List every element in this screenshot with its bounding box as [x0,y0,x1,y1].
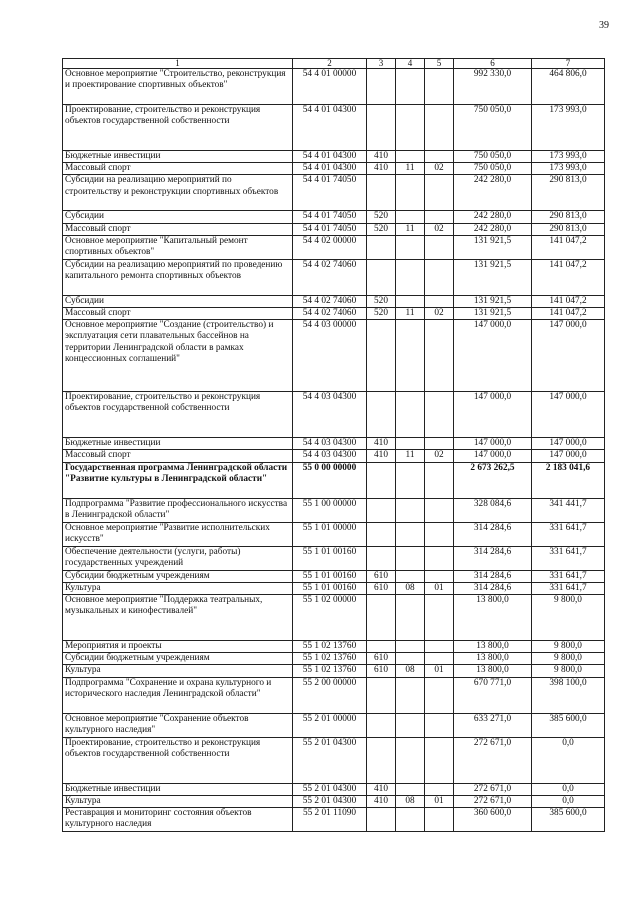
row-section-cell [396,653,425,665]
row-code-cell: 54 4 03 00000 [293,320,367,392]
table-row [63,808,605,832]
table-row [63,320,605,392]
row-amount-1-cell: 314 284,6 [454,522,532,546]
row-amount-1-cell: 147 000,0 [454,450,532,462]
row-amount-1-cell: 242 280,0 [454,223,532,235]
row-amount-1-cell: 13 800,0 [454,653,532,665]
row-amount-2-cell: 147 000,0 [532,392,605,438]
row-name-cell: Обеспечение деятельности (услуги, работы) государственных учреждений [63,546,293,570]
row-expense-type-cell: 610 [367,570,396,582]
header-cell: 6 [454,59,532,69]
row-amount-1-cell: 242 280,0 [454,211,532,223]
row-subsection-cell: 01 [425,665,454,677]
row-expense-type-cell: 520 [367,223,396,235]
row-expense-type-cell [367,259,396,295]
row-code-cell: 55 1 01 00160 [293,582,367,594]
row-amount-2-cell: 464 806,0 [532,69,605,105]
row-subsection-cell [425,713,454,737]
row-name-cell: Основное мероприятие "Сохранение объектов культурного наследия" [63,713,293,737]
row-section-cell [396,546,425,570]
table-row [63,641,605,653]
row-expense-type-cell: 520 [367,308,396,320]
row-code-cell: 55 1 02 13760 [293,665,367,677]
row-section-cell [396,259,425,295]
row-name-cell: Основное мероприятие "Создание (строительство) и эксплуатация сети плавательных бассейнов на территории Ленинградской области в рамках концессионных соглашений" [63,320,293,392]
row-name-cell: Основное мероприятие "Развитие исполнительских искусств" [63,522,293,546]
table-row [63,795,605,807]
row-expense-type-cell: 520 [367,295,396,307]
row-expense-type-cell [367,677,396,713]
row-amount-1-cell: 13 800,0 [454,641,532,653]
table-row [63,259,605,295]
row-subsection-cell [425,808,454,832]
table-row [63,665,605,677]
row-subsection-cell [425,498,454,522]
table-row [63,295,605,307]
row-amount-2-cell: 0,0 [532,737,605,783]
row-amount-1-cell: 147 000,0 [454,320,532,392]
row-name-cell: Проектирование, строительство и реконструкция объектов государственной собственности [63,392,293,438]
row-name-cell: Массовый спорт [63,223,293,235]
row-code-cell: 55 1 01 00160 [293,570,367,582]
table-row [63,151,605,163]
row-amount-2-cell: 147 000,0 [532,438,605,450]
row-amount-1-cell: 750 050,0 [454,151,532,163]
table-row [63,392,605,438]
row-amount-1-cell: 992 330,0 [454,69,532,105]
row-name-cell: Проектирование, строительство и реконструкция объектов государственной собственности [63,737,293,783]
table-row [63,653,605,665]
header-row [63,59,605,69]
row-section-cell [396,595,425,641]
table-row [63,462,605,498]
row-amount-1-cell: 272 671,0 [454,795,532,807]
row-amount-2-cell: 173 993,0 [532,151,605,163]
row-name-cell: Проектирование, строительство и реконструкция объектов государственной собственности [63,105,293,151]
row-expense-type-cell [367,498,396,522]
row-name-cell: Подпрограмма "Сохранение и охрана культурного и исторического наследия Ленинградской области" [63,677,293,713]
row-section-cell: 08 [396,795,425,807]
row-name-cell: Субсидии на реализацию мероприятий по проведению капитального ремонта спортивных объектов [63,259,293,295]
row-subsection-cell: 01 [425,582,454,594]
row-section-cell [396,677,425,713]
row-amount-2-cell: 331 641,7 [532,522,605,546]
row-amount-2-cell: 173 993,0 [532,105,605,151]
row-amount-2-cell: 385 600,0 [532,713,605,737]
table-row [63,105,605,151]
header-cell: 5 [425,59,454,69]
row-section-cell [396,808,425,832]
row-subsection-cell [425,438,454,450]
row-amount-1-cell: 670 771,0 [454,677,532,713]
row-subsection-cell [425,211,454,223]
row-expense-type-cell: 410 [367,795,396,807]
row-code-cell: 55 1 02 13760 [293,653,367,665]
row-amount-2-cell: 331 641,7 [532,570,605,582]
row-expense-type-cell: 410 [367,450,396,462]
table-row [63,783,605,795]
row-code-cell: 54 4 03 04300 [293,438,367,450]
row-amount-2-cell: 2 183 041,6 [532,462,605,498]
table-row [63,69,605,105]
table-row [63,438,605,450]
row-section-cell: 11 [396,308,425,320]
row-amount-1-cell: 750 050,0 [454,163,532,175]
row-name-cell: Бюджетные инвестиции [63,783,293,795]
row-expense-type-cell [367,713,396,737]
row-code-cell: 55 1 02 00000 [293,595,367,641]
row-name-cell: Массовый спорт [63,163,293,175]
row-subsection-cell [425,546,454,570]
row-subsection-cell: 01 [425,795,454,807]
table-row [63,450,605,462]
row-expense-type-cell [367,462,396,498]
row-section-cell: 11 [396,450,425,462]
row-subsection-cell: 02 [425,223,454,235]
row-code-cell: 54 4 03 04300 [293,392,367,438]
row-amount-2-cell: 141 047,2 [532,259,605,295]
table-row [63,522,605,546]
table-row [63,582,605,594]
row-amount-1-cell: 314 284,6 [454,582,532,594]
row-section-cell [396,175,425,211]
row-code-cell: 55 2 01 04300 [293,737,367,783]
row-name-cell: Субсидии [63,211,293,223]
row-amount-2-cell: 141 047,2 [532,295,605,307]
row-amount-1-cell: 633 271,0 [454,713,532,737]
row-section-cell [396,522,425,546]
row-code-cell: 54 4 03 04300 [293,450,367,462]
row-name-cell: Государственная программа Ленинградской области "Развитие культуры в Ленинградской области" [63,462,293,498]
row-amount-1-cell: 131 921,5 [454,259,532,295]
row-section-cell [396,211,425,223]
table-row [63,308,605,320]
row-expense-type-cell [367,175,396,211]
row-subsection-cell [425,570,454,582]
row-name-cell: Бюджетные инвестиции [63,151,293,163]
row-section-cell: 08 [396,582,425,594]
row-amount-2-cell: 290 813,0 [532,175,605,211]
row-section-cell [396,641,425,653]
row-subsection-cell [425,653,454,665]
row-section-cell [396,320,425,392]
row-subsection-cell [425,783,454,795]
row-expense-type-cell: 520 [367,211,396,223]
table-row [63,677,605,713]
row-amount-1-cell: 360 600,0 [454,808,532,832]
table-row [63,211,605,223]
row-code-cell: 54 4 02 74060 [293,295,367,307]
header-cell: 1 [63,59,293,69]
row-subsection-cell [425,235,454,259]
row-amount-1-cell: 272 671,0 [454,783,532,795]
row-section-cell [396,498,425,522]
row-amount-2-cell: 385 600,0 [532,808,605,832]
table-row [63,163,605,175]
row-amount-1-cell: 131 921,5 [454,308,532,320]
row-name-cell: Бюджетные инвестиции [63,438,293,450]
row-subsection-cell: 02 [425,450,454,462]
row-expense-type-cell [367,392,396,438]
row-code-cell: 54 4 01 04300 [293,151,367,163]
row-amount-1-cell: 328 084,6 [454,498,532,522]
row-name-cell: Субсидии бюджетным учреждениям [63,570,293,582]
row-expense-type-cell: 410 [367,151,396,163]
row-section-cell [396,462,425,498]
row-expense-type-cell [367,737,396,783]
row-code-cell: 55 1 00 00000 [293,498,367,522]
row-code-cell: 54 4 02 74060 [293,259,367,295]
row-code-cell: 55 1 02 13760 [293,641,367,653]
row-amount-2-cell: 0,0 [532,783,605,795]
row-section-cell [396,69,425,105]
row-expense-type-cell [367,320,396,392]
row-amount-1-cell: 2 673 262,5 [454,462,532,498]
row-expense-type-cell [367,235,396,259]
row-section-cell [396,295,425,307]
row-amount-1-cell: 314 284,6 [454,546,532,570]
row-amount-1-cell: 131 921,5 [454,295,532,307]
row-code-cell: 54 4 01 74050 [293,211,367,223]
row-subsection-cell [425,175,454,211]
row-subsection-cell: 02 [425,308,454,320]
row-code-cell: 55 2 01 04300 [293,783,367,795]
table-row [63,570,605,582]
row-amount-2-cell: 141 047,2 [532,235,605,259]
table-row [63,235,605,259]
row-code-cell: 54 4 02 74060 [293,308,367,320]
header-cell: 4 [396,59,425,69]
row-expense-type-cell: 410 [367,163,396,175]
row-subsection-cell [425,259,454,295]
row-expense-type-cell [367,105,396,151]
table-row [63,546,605,570]
header-cell: 2 [293,59,367,69]
row-name-cell: Основное мероприятие "Строительство, реконструкция и проектирование спортивных объектов" [63,69,293,105]
row-amount-2-cell: 173 993,0 [532,163,605,175]
row-code-cell: 55 0 00 00000 [293,462,367,498]
row-code-cell: 54 4 01 74050 [293,223,367,235]
row-subsection-cell [425,641,454,653]
row-amount-1-cell: 147 000,0 [454,392,532,438]
row-code-cell: 55 1 01 00160 [293,546,367,570]
row-name-cell: Основное мероприятие "Поддержка театральных, музыкальных и кинофестивалей" [63,595,293,641]
row-code-cell: 54 4 01 04300 [293,105,367,151]
row-amount-1-cell: 13 800,0 [454,595,532,641]
row-expense-type-cell [367,546,396,570]
row-subsection-cell: 02 [425,163,454,175]
row-subsection-cell [425,522,454,546]
row-name-cell: Мероприятия и проекты [63,641,293,653]
table-row [63,498,605,522]
row-name-cell: Реставрация и мониторинг состояния объектов культурного наследия [63,808,293,832]
table-row [63,595,605,641]
row-expense-type-cell: 610 [367,665,396,677]
row-section-cell [396,737,425,783]
row-amount-1-cell: 131 921,5 [454,235,532,259]
row-name-cell: Культура [63,665,293,677]
row-amount-1-cell: 314 284,6 [454,570,532,582]
row-amount-2-cell: 0,0 [532,795,605,807]
row-code-cell: 54 4 02 00000 [293,235,367,259]
row-amount-1-cell: 242 280,0 [454,175,532,211]
row-code-cell: 55 2 01 04300 [293,795,367,807]
row-code-cell: 54 4 01 74050 [293,175,367,211]
row-name-cell: Подпрограмма "Развитие профессионального искусства в Ленинградской области" [63,498,293,522]
row-code-cell: 54 4 01 04300 [293,163,367,175]
row-amount-2-cell: 141 047,2 [532,308,605,320]
row-section-cell [396,570,425,582]
row-section-cell [396,151,425,163]
row-code-cell: 55 2 01 00000 [293,713,367,737]
row-expense-type-cell: 410 [367,783,396,795]
row-subsection-cell [425,69,454,105]
row-section-cell [396,438,425,450]
row-name-cell: Культура [63,795,293,807]
row-amount-1-cell: 750 050,0 [454,105,532,151]
row-amount-2-cell: 9 800,0 [532,595,605,641]
row-subsection-cell [425,462,454,498]
header-cell: 3 [367,59,396,69]
row-subsection-cell [425,392,454,438]
row-amount-1-cell: 272 671,0 [454,737,532,783]
row-section-cell: 11 [396,223,425,235]
table-row [63,223,605,235]
row-expense-type-cell [367,595,396,641]
table-body [63,69,605,832]
row-subsection-cell [425,677,454,713]
row-code-cell: 54 4 01 00000 [293,69,367,105]
row-amount-2-cell: 147 000,0 [532,320,605,392]
row-expense-type-cell [367,808,396,832]
row-amount-2-cell: 9 800,0 [532,653,605,665]
row-expense-type-cell: 610 [367,653,396,665]
row-amount-1-cell: 147 000,0 [454,438,532,450]
table-row [63,737,605,783]
row-amount-1-cell: 13 800,0 [454,665,532,677]
row-amount-2-cell: 290 813,0 [532,223,605,235]
page-number: 39 [599,20,609,31]
row-expense-type-cell [367,69,396,105]
row-name-cell: Основное мероприятие "Капитальный ремонт спортивных объектов" [63,235,293,259]
row-amount-2-cell: 9 800,0 [532,665,605,677]
row-section-cell [396,783,425,795]
row-amount-2-cell: 147 000,0 [532,450,605,462]
row-amount-2-cell: 398 100,0 [532,677,605,713]
header-cell: 7 [532,59,605,69]
row-amount-2-cell: 9 800,0 [532,641,605,653]
row-amount-2-cell: 341 441,7 [532,498,605,522]
row-subsection-cell [425,105,454,151]
row-code-cell: 55 2 01 11090 [293,808,367,832]
row-amount-2-cell: 331 641,7 [532,582,605,594]
row-name-cell: Массовый спорт [63,308,293,320]
row-code-cell: 55 1 01 00000 [293,522,367,546]
row-subsection-cell [425,737,454,783]
row-name-cell: Субсидии [63,295,293,307]
row-expense-type-cell [367,522,396,546]
row-name-cell: Культура [63,582,293,594]
row-code-cell: 55 2 00 00000 [293,677,367,713]
row-section-cell [396,392,425,438]
row-section-cell [396,235,425,259]
row-expense-type-cell [367,641,396,653]
row-expense-type-cell: 410 [367,438,396,450]
row-amount-2-cell: 290 813,0 [532,211,605,223]
row-subsection-cell [425,295,454,307]
row-section-cell [396,105,425,151]
row-section-cell [396,713,425,737]
row-name-cell: Массовый спорт [63,450,293,462]
row-amount-2-cell: 331 641,7 [532,546,605,570]
row-name-cell: Субсидии бюджетным учреждениям [63,653,293,665]
table-row [63,713,605,737]
budget-table [62,58,605,832]
table-row [63,175,605,211]
row-section-cell: 11 [396,163,425,175]
row-expense-type-cell: 610 [367,582,396,594]
row-subsection-cell [425,320,454,392]
row-name-cell: Субсидии на реализацию мероприятий по строительству и реконструкции спортивных объектов [63,175,293,211]
row-subsection-cell [425,151,454,163]
row-subsection-cell [425,595,454,641]
row-section-cell: 08 [396,665,425,677]
